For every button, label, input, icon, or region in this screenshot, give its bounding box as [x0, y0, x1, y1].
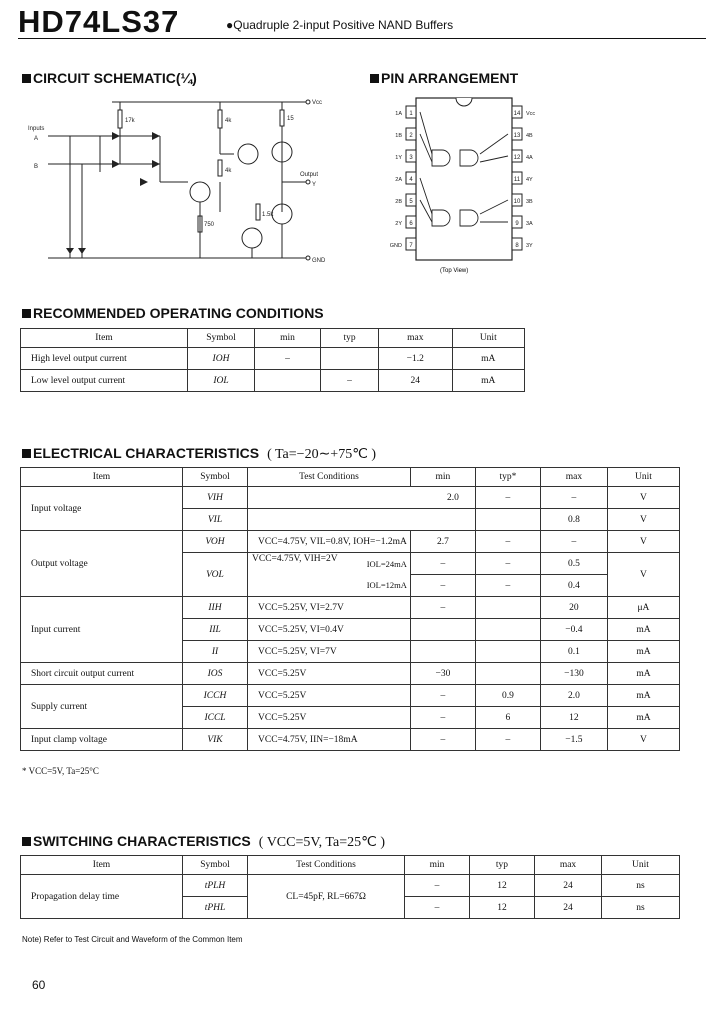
typ-cell	[475, 619, 540, 641]
pin-label-right: 4A	[526, 155, 533, 161]
max-cell: 24	[535, 875, 602, 897]
unit-cell: mA	[607, 707, 679, 729]
unit-cell: V	[607, 487, 679, 509]
label-b: B	[34, 164, 39, 170]
pin-number-left: 3	[409, 155, 413, 161]
min-cell	[410, 619, 475, 641]
resistor-r3	[280, 110, 284, 126]
typ-cell: –	[321, 370, 379, 392]
symbol-cell: IOS	[183, 663, 248, 685]
min-cell: –	[405, 875, 470, 897]
iol-24-condition: IOL=24mA	[366, 558, 407, 569]
typ-cell	[321, 348, 379, 370]
header-symbol: Symbol	[183, 856, 248, 875]
pin-label-right: 3A	[526, 221, 533, 227]
bullet-square-icon	[22, 74, 31, 83]
item-cell: Input clamp voltage	[21, 729, 183, 751]
pin-number-left: 5	[409, 199, 413, 205]
page-number: 60	[32, 978, 46, 992]
typ-cell	[475, 509, 540, 531]
recommended-table	[20, 328, 525, 392]
unit-cell: V	[607, 509, 679, 531]
header-conditions: Test Conditions	[248, 856, 405, 875]
pin-label-right: Vcc	[526, 111, 536, 117]
unit-cell: ns	[602, 875, 680, 897]
pin-number-left: 7	[409, 243, 413, 249]
pin-number-right: 13	[513, 133, 521, 139]
min-cell: −30	[410, 663, 475, 685]
typ-cell	[475, 663, 540, 685]
label-vcc: Vcc	[312, 100, 323, 106]
item-cell: Propagation delay time	[21, 875, 183, 919]
label-r1: 17k	[125, 118, 135, 124]
header-item: Item	[21, 856, 183, 875]
pin-label-right: 3Y	[526, 243, 533, 249]
symbol-cell: IIH	[183, 597, 248, 619]
header-typ: typ	[470, 856, 535, 875]
conditions-cell: VCC=5.25V	[248, 685, 411, 707]
section-title-schematic: CIRCUIT SCHEMATIC(¼)	[22, 70, 197, 86]
pin-label-left: 1Y	[395, 155, 402, 161]
bullet-square-icon	[22, 837, 31, 846]
max-cell: 0.4	[540, 575, 607, 597]
bullet-square-icon	[22, 449, 31, 458]
header-conditions: Test Conditions	[248, 468, 411, 487]
min-cell: –	[410, 553, 475, 575]
min-cell: –	[255, 348, 321, 370]
conditions-cell: VCC=5.25V	[248, 707, 411, 729]
resistor-r4	[218, 160, 222, 176]
pin-number-right: 14	[513, 111, 521, 117]
header-typ: typ	[321, 329, 379, 348]
table-row	[21, 348, 525, 370]
conditions-cell	[248, 553, 411, 597]
max-cell: −1.2	[379, 348, 452, 370]
label-r4: 4k	[225, 168, 232, 174]
min-cell: –	[410, 597, 475, 619]
part-number: HD74LS37	[18, 4, 180, 39]
min-cell: –	[410, 685, 475, 707]
part-subtitle: ●Quadruple 2-input Positive NAND Buffers	[226, 18, 454, 32]
max-cell: −1.5	[540, 729, 607, 751]
pin-number-right: 9	[515, 221, 519, 227]
typ-cell: –	[475, 575, 540, 597]
switching-table	[20, 855, 680, 919]
pin-view-label: (Top View)	[440, 268, 469, 274]
unit-cell: μA	[607, 597, 679, 619]
table-row	[21, 729, 680, 751]
label-r3: 15	[287, 116, 294, 122]
unit-cell: mA	[607, 619, 679, 641]
section-title-switching: SWITCHING CHARACTERISTICS ( VCC=5V, Ta=25℃ )	[22, 833, 385, 851]
pin-number-left: 4	[409, 177, 413, 183]
resistor-r6	[256, 204, 260, 220]
unit-cell: ns	[602, 897, 680, 919]
circuit-schematic	[20, 92, 340, 272]
table-row	[21, 531, 680, 553]
header-unit: Unit	[602, 856, 680, 875]
resistor-r1	[118, 110, 122, 128]
unit-cell: mA	[452, 348, 524, 370]
symbol-cell: II	[183, 641, 248, 663]
label-output: Output	[300, 172, 319, 178]
pin-label-left: 1A	[395, 111, 402, 117]
header-max: max	[379, 329, 452, 348]
pin-number-right: 11	[513, 177, 521, 183]
typ-cell: 6	[475, 707, 540, 729]
conditions-cell: VCC=4.75V, IIN=−18mA	[248, 729, 411, 751]
max-cell: 12	[540, 707, 607, 729]
typ-cell	[475, 597, 540, 619]
electrical-footnote: * VCC=5V, Ta=25°C	[22, 766, 99, 776]
max-cell: 24	[535, 897, 602, 919]
typ-cell: 0.9	[475, 685, 540, 707]
header-unit: Unit	[607, 468, 679, 487]
unit-cell: V	[607, 531, 679, 553]
table-header-row	[21, 468, 680, 487]
max-cell: −130	[540, 663, 607, 685]
header-symbol: Symbol	[188, 329, 255, 348]
label-y: Y	[312, 182, 317, 188]
label-gnd: GND	[312, 258, 326, 264]
label-a: A	[34, 136, 39, 142]
item-cell: Input voltage	[21, 487, 183, 531]
pin-number-right: 8	[515, 243, 519, 249]
section-title-electrical: ELECTRICAL CHARACTERISTICS ( Ta=−20∼+75℃ )	[22, 445, 376, 463]
pin-label-left: 1B	[395, 133, 402, 139]
unit-cell: V	[607, 553, 679, 597]
typ-cell: –	[475, 531, 540, 553]
table-row	[21, 875, 680, 897]
conditions-cell: VCC=5.25V, VI=2.7V	[248, 597, 411, 619]
header-max: max	[540, 468, 607, 487]
item-cell: Short circuit output current	[21, 663, 183, 685]
symbol-cell: IOH	[188, 348, 255, 370]
conditions-cell: VCC=5.25V, VI=7V	[248, 641, 411, 663]
max-cell: –	[540, 487, 607, 509]
iol-conditions	[367, 554, 407, 596]
max-cell: 0.1	[540, 641, 607, 663]
pin-number-right: 10	[513, 199, 521, 205]
header-unit: Unit	[452, 329, 524, 348]
min-cell	[410, 641, 475, 663]
pin-label-left: GND	[389, 243, 402, 249]
unit-cell: mA	[607, 641, 679, 663]
label-r2: 4k	[225, 118, 232, 124]
pin-number-left: 1	[409, 111, 413, 117]
unit-cell: mA	[607, 685, 679, 707]
pin-number-left: 6	[409, 221, 413, 227]
table-header-row	[21, 329, 525, 348]
table-row	[21, 597, 680, 619]
header-min: min	[410, 468, 475, 487]
min-cell: –	[410, 575, 475, 597]
bullet-square-icon	[22, 309, 31, 318]
header-item: Item	[21, 468, 183, 487]
pin-arrangement	[380, 92, 540, 277]
header-rule	[18, 38, 706, 39]
max-cell: 20	[540, 597, 607, 619]
pin-label-right: 4Y	[526, 177, 533, 183]
table-row	[21, 663, 680, 685]
iol-12-condition: IOL=12mA	[366, 579, 407, 590]
typ-cell: 12	[470, 897, 535, 919]
min-cell: 2.0	[248, 487, 476, 509]
min-cell	[255, 370, 321, 392]
min-cell: –	[410, 729, 475, 751]
symbol-cell: VOL	[183, 553, 248, 597]
label-r6: 1.5k	[262, 212, 274, 218]
max-cell: 0.5	[540, 553, 607, 575]
max-cell: –	[540, 531, 607, 553]
min-cell	[248, 509, 476, 531]
header-max: max	[535, 856, 602, 875]
conditions-cell: VCC=5.25V, VI=0.4V	[248, 619, 411, 641]
electrical-table	[20, 467, 680, 751]
header-min: min	[255, 329, 321, 348]
header-typ: typ*	[475, 468, 540, 487]
typ-cell: –	[475, 729, 540, 751]
max-cell: 0.8	[540, 509, 607, 531]
item-cell: Supply current	[21, 685, 183, 729]
header-min: min	[405, 856, 470, 875]
item-cell: Low level output current	[21, 370, 188, 392]
symbol-cell: tPLH	[183, 875, 248, 897]
switching-note: Note) Refer to Test Circuit and Waveform of the Common Item	[22, 935, 243, 944]
min-cell: –	[405, 897, 470, 919]
symbol-cell: IOL	[188, 370, 255, 392]
item-cell: Output voltage	[21, 531, 183, 597]
symbol-cell: ICCL	[183, 707, 248, 729]
header-symbol: Symbol	[183, 468, 248, 487]
symbol-cell: tPHL	[183, 897, 248, 919]
typ-cell	[475, 641, 540, 663]
resistor-r2	[218, 110, 222, 128]
table-row	[21, 370, 525, 392]
conditions-cell: CL=45pF, RL=667Ω	[248, 875, 405, 919]
label-r5: 750	[204, 222, 215, 228]
max-cell: 24	[379, 370, 452, 392]
symbol-cell: VIH	[183, 487, 248, 509]
section-title-recommended: RECOMMENDED OPERATING CONDITIONS	[22, 305, 324, 321]
pin-label-left: 2Y	[395, 221, 402, 227]
label-inputs: Inputs	[28, 126, 45, 132]
header-item: Item	[21, 329, 188, 348]
symbol-cell: ICCH	[183, 685, 248, 707]
gate-symbols	[420, 112, 508, 226]
item-cell: High level output current	[21, 348, 188, 370]
pin-label-right: 4B	[526, 133, 533, 139]
symbol-cell: VIK	[183, 729, 248, 751]
typ-cell: –	[475, 553, 540, 575]
section-title-pins: PIN ARRANGEMENT	[370, 70, 518, 86]
electrical-conditions: ( Ta=−20∼+75℃ )	[267, 447, 377, 462]
conditions-cell: VCC=5.25V	[248, 663, 411, 685]
symbol-cell: VOH	[183, 531, 248, 553]
switching-conditions: ( VCC=5V, Ta=25℃ )	[258, 835, 385, 850]
symbol-cell: IIL	[183, 619, 248, 641]
conditions-text: VCC=4.75V, VIH=2V	[252, 553, 338, 564]
unit-cell: V	[607, 729, 679, 751]
unit-cell: mA	[452, 370, 524, 392]
typ-cell: 12	[470, 875, 535, 897]
pin-number-right: 12	[513, 155, 521, 161]
table-row	[21, 685, 680, 707]
conditions-cell: VCC=4.75V, VIL=0.8V, IOH=−1.2mA	[248, 531, 411, 553]
table-header-row	[21, 856, 680, 875]
max-cell: −0.4	[540, 619, 607, 641]
pin-number-left: 2	[409, 133, 413, 139]
bullet-square-icon	[370, 74, 379, 83]
pin-label-left: 2A	[395, 177, 402, 183]
pin-label-left: 2B	[395, 199, 402, 205]
min-cell: –	[410, 707, 475, 729]
table-row	[21, 487, 680, 509]
pin-label-right: 3B	[526, 199, 533, 205]
item-cell: Input current	[21, 597, 183, 663]
symbol-cell: VIL	[183, 509, 248, 531]
typ-cell: –	[475, 487, 540, 509]
min-cell: 2.7	[410, 531, 475, 553]
unit-cell: mA	[607, 663, 679, 685]
max-cell: 2.0	[540, 685, 607, 707]
